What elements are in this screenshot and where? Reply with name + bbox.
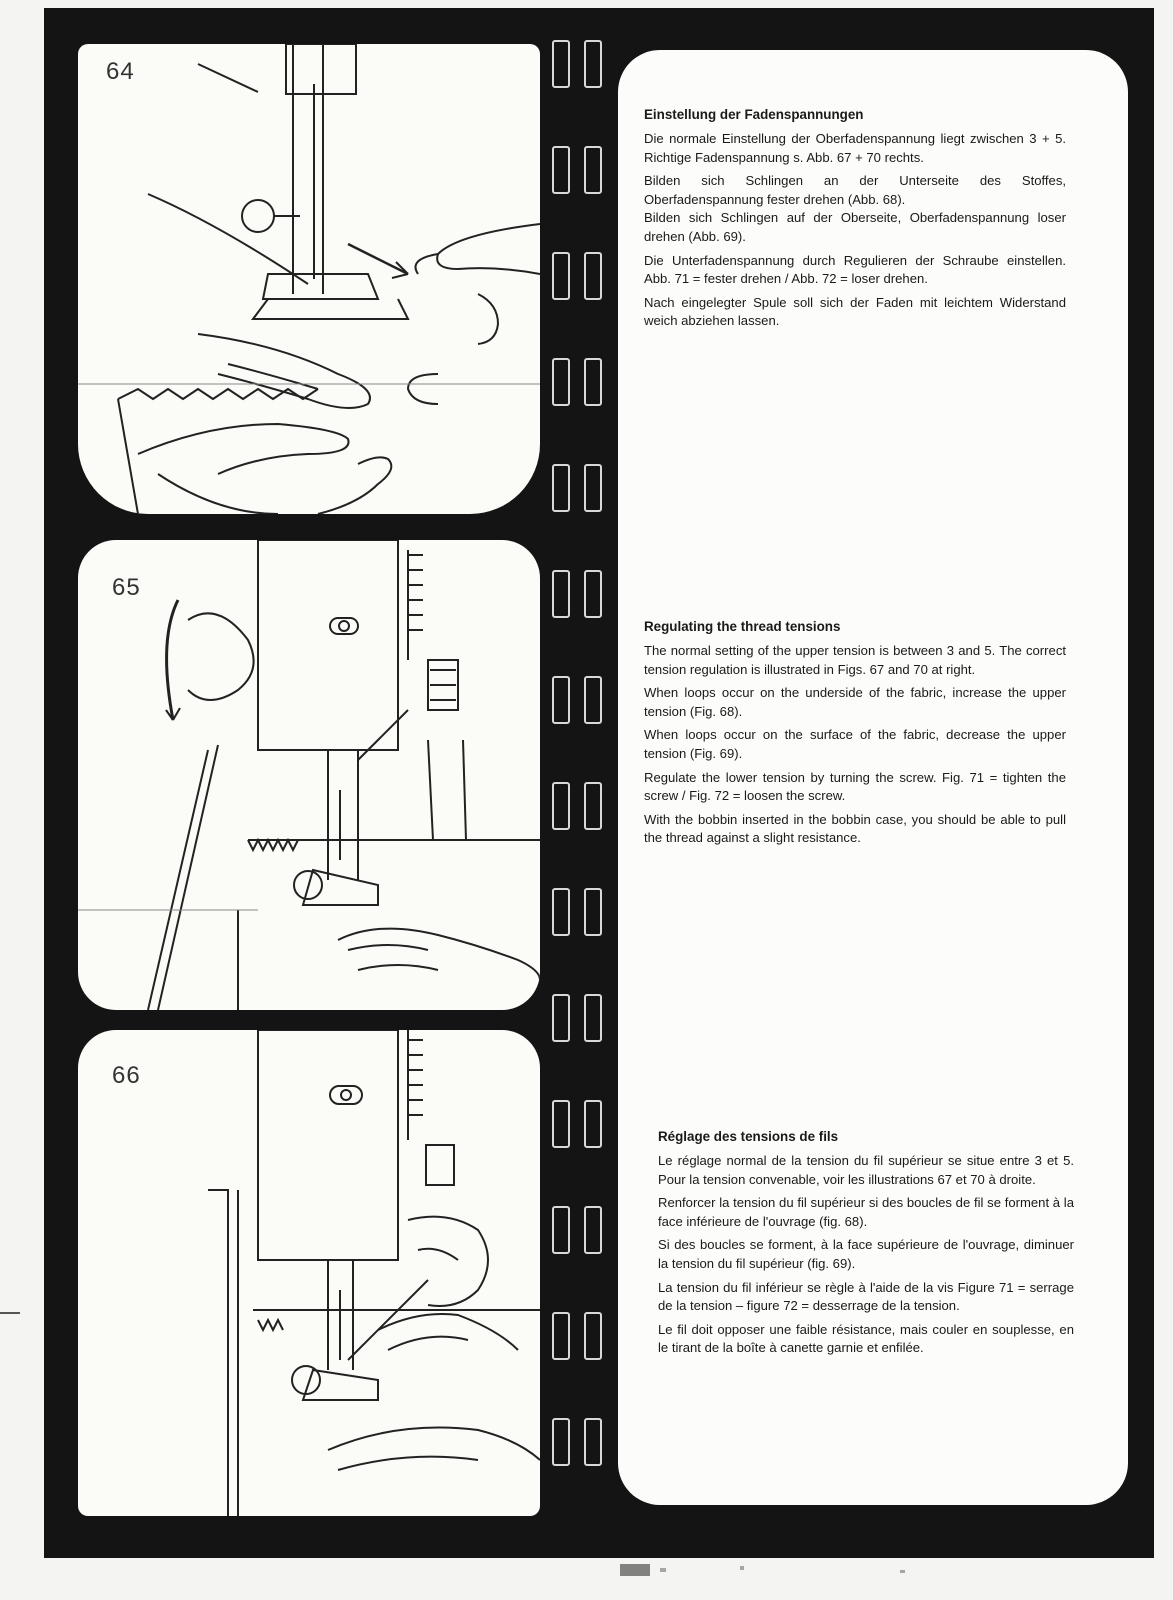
section-heading: Réglage des tensions de fils — [658, 1129, 839, 1144]
paragraph: Die normale Einstellung der Oberfadenspannung liegt zwischen 3 + 5. Richtige Fadenspannung s. Abb. 67 + 70 rechts. — [644, 131, 1066, 165]
film-sprocket-hole — [584, 464, 602, 512]
paragraph: When loops occur on the surface of the fabric, decrease the upper tension (Fig. 69). — [644, 727, 1066, 761]
film-sprocket-hole — [552, 252, 570, 300]
film-sprocket-hole — [552, 1100, 570, 1148]
figure-number: 66 — [112, 1062, 141, 1089]
film-sprocket-hole — [552, 888, 570, 936]
film-sprocket-hole — [584, 888, 602, 936]
film-sprocket-hole — [552, 40, 570, 88]
film-sprocket-hole — [552, 994, 570, 1042]
paragraph: La tension du fil inférieur se règle à l'aide de la vis Figure 71 = serrage de la tension – figure 72 = desserrage de la tension. — [658, 1279, 1074, 1314]
text-panel — [618, 50, 1128, 1505]
paragraph: Die Unterfadenspannung durch Regulieren der Schraube einstellen. Abb. 71 = fester drehen / Abb. 72 = loser drehen. — [644, 252, 1066, 287]
film-sprocket-hole — [584, 782, 602, 830]
section-german — [644, 106, 1066, 336]
paragraph: The normal setting of the upper tension is between 3 and 5. The correct tension regulation is illustrated in Figs. 67 and 70 at right. — [644, 643, 1066, 677]
film-sprocket-hole — [584, 1206, 602, 1254]
paragraph: Si des boucles se forment, à la face supérieure de l'ouvrage, diminuer la tension du fil supérieur (fig. 69). — [658, 1237, 1074, 1271]
film-sprocket-hole — [552, 782, 570, 830]
figure-66-illustration — [78, 1030, 540, 1516]
film-sprocket-hole — [552, 570, 570, 618]
paragraph: Le fil doit opposer une faible résistance, mais couler en souplesse, en le tirant de la boîte à canette garnie et enfilée. — [658, 1321, 1074, 1356]
film-sprocket-hole — [552, 1206, 570, 1254]
figure-number: 65 — [112, 574, 141, 601]
paragraph: Nach eingelegter Spule soll sich der Faden mit leichtem Widerstand weich abziehen lassen. — [644, 294, 1066, 329]
film-sprocket-hole — [584, 1418, 602, 1466]
film-sprocket-hole — [552, 676, 570, 724]
paragraph: With the bobbin inserted in the bobbin case, you should be able to pull the thread against a slight resistance. — [644, 811, 1066, 846]
film-sprocket-hole — [552, 1418, 570, 1466]
figure-65-illustration — [78, 540, 540, 1010]
figure-number: 64 — [106, 58, 135, 85]
film-sprocket-hole — [552, 358, 570, 406]
film-sprocket-hole — [552, 1312, 570, 1360]
scan-edge-mark — [0, 1312, 20, 1314]
film-sprocket-hole — [584, 358, 602, 406]
film-sprocket-hole — [584, 40, 602, 88]
figure-64-panel — [78, 44, 540, 514]
figure-65-panel — [78, 540, 540, 1010]
section-french — [658, 1128, 1074, 1363]
paragraph: Renforcer la tension du fil supérieur si des boucles de fil se forment à la face inférieure de l'ouvrage (fig. 68). — [658, 1195, 1074, 1229]
section-heading: Einstellung der Fadenspannungen — [644, 107, 864, 122]
paragraph: Regulate the lower tension by turning the screw. Fig. 71 = tighten the screw / Fig. 72 = loosen the screw. — [644, 769, 1066, 804]
scan-noise — [600, 1558, 1080, 1588]
film-sprocket-hole — [584, 1100, 602, 1148]
paragraph: Le réglage normal de la tension du fil supérieur se situe entre 3 et 5. Pour la tension convenable, voir les illustrations 67 et 70 à droite. — [658, 1153, 1074, 1187]
section-english — [644, 618, 1066, 853]
figure-66-panel — [78, 1030, 540, 1516]
film-sprocket-hole — [584, 146, 602, 194]
section-heading: Regulating the thread tensions — [644, 619, 841, 634]
film-sprocket-hole — [584, 994, 602, 1042]
paragraph: When loops occur on the underside of the fabric, increase the upper tension (Fig. 68). — [644, 685, 1066, 719]
figure-64-illustration — [78, 44, 540, 514]
paragraph: Bilden sich Schlingen an der Unterseite des Stoffes, Oberfadenspannung fester drehen (Abb. 68). Bilden sich Schlingen auf der Oberseite, Oberfadenspannung loser drehen (Abb. 69). — [644, 173, 1066, 244]
film-sprocket-hole — [584, 676, 602, 724]
film-sprocket-hole — [584, 1312, 602, 1360]
film-sprocket-hole — [552, 464, 570, 512]
film-sprocket-hole — [552, 146, 570, 194]
film-strip-border — [550, 40, 606, 1520]
film-sprocket-hole — [584, 570, 602, 618]
film-sprocket-hole — [584, 252, 602, 300]
